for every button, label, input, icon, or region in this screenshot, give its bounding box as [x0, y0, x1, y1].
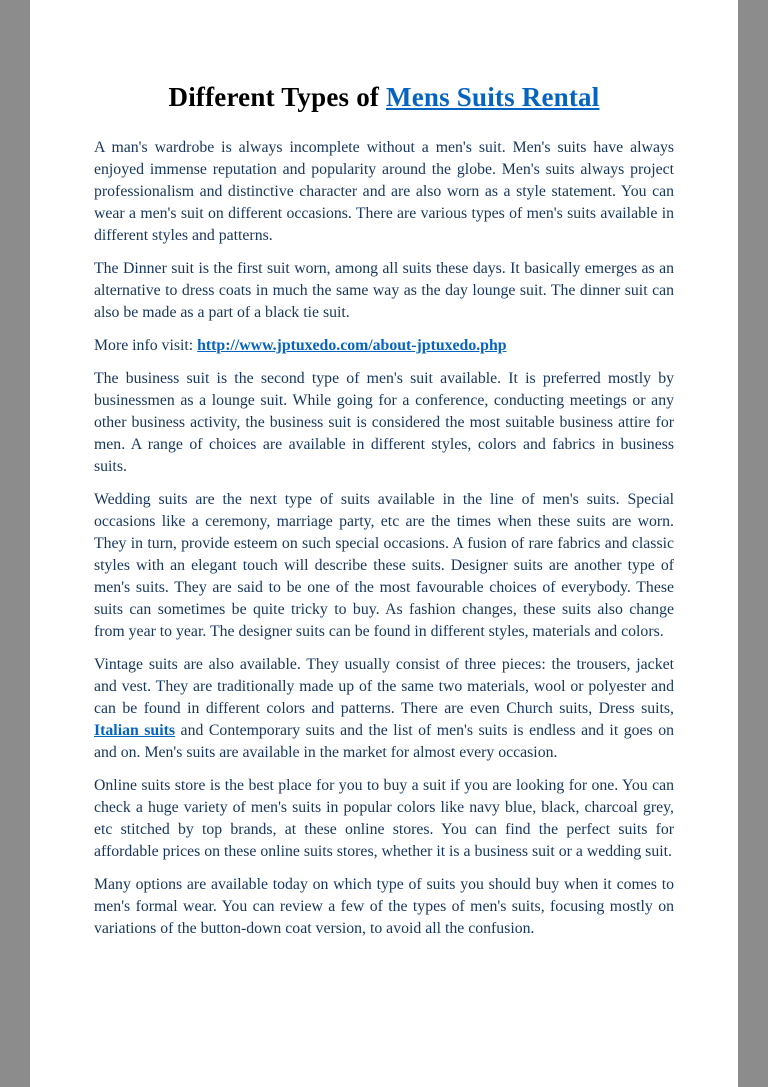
vintage-suits-text-before-link: Vintage suits are also available. They usually consist of three pieces: the trousers, jacket and vest. They are traditionally made up of the same two materials, wool or polyester and can be found in different colors and patterns. There are even Church suits, Dress suits, [94, 656, 674, 717]
paragraph-vintage-suits [94, 654, 674, 764]
paragraph-online-store: Online suits store is the best place for you to buy a suit if you are looking for one. You can check a huge variety of men's suits in popular colors like navy blue, black, charcoal grey, etc stitched by top brands, at these online stores. You can find the perfect suits for affordable prices on these online suits stores, whether it is a business suit or a wedding suit. [94, 777, 674, 860]
document-page [30, 0, 738, 1087]
more-info-label: More info visit: [94, 337, 198, 354]
vintage-suits-text-after-link: and Contemporary suits and the list of men's suits is endless and it goes on and on. Men's suits are available in the market for almost every occasion. [94, 722, 675, 761]
paragraph-business-suit: The business suit is the second type of men's suit available. It is preferred mostly by businessmen as a lounge suit. While going for a conference, conducting meetings or any other business activity, the business suit is considered the most suitable business attire for men. A range of choices are available in different styles, colors and fabrics in business suits. [94, 370, 674, 475]
jptuxedo-url-link[interactable]: http://www.jptuxedo.com/about-jptuxedo.php [197, 337, 507, 354]
paragraph-conclusion: Many options are available today on which type of suits you should buy when it comes to men's formal wear. You can review a few of the types of men's suits, focusing mostly on variations of the button-down coat version, to avoid all the confusion. [94, 876, 674, 937]
page-title-text: Different Types of [168, 82, 387, 112]
italian-suits-link[interactable]: Italian suits [94, 722, 176, 739]
paragraph-intro: A man's wardrobe is always incomplete without a men's suit. Men's suits have always enjoyed immense reputation and popularity around the globe. Men's suits always project professionalism and distinctive character and are also worn as a style statement. You can wear a men's suit on different occasions. There are various types of men's suits available in different styles and patterns. [94, 139, 674, 244]
paragraph-dinner-suit: The Dinner suit is the first suit worn, among all suits these days. It basically emerges as an alternative to dress coats in much the same way as the day lounge suit. The dinner suit can also be made as a part of a black tie suit. [94, 260, 674, 321]
paragraph-more-info [94, 335, 674, 357]
mens-suits-rental-link[interactable]: Mens Suits Rental [386, 82, 600, 112]
page-title [94, 82, 674, 113]
paragraph-wedding-designer-suits: Wedding suits are the next type of suits available in the line of men's suits. Special occasions like a ceremony, marriage party, etc are the times when these suits are worn. They in turn, provide esteem on such special occasions. A fusion of rare fabrics and classic styles with an elegant touch will describe these suits. Designer suits are another type of men's suits. They are said to be one of the most favourable choices of everybody. These suits can sometimes be quite tricky to buy. As fashion changes, these suits also change from year to year. The designer suits can be found in different styles, materials and colors. [94, 491, 674, 640]
